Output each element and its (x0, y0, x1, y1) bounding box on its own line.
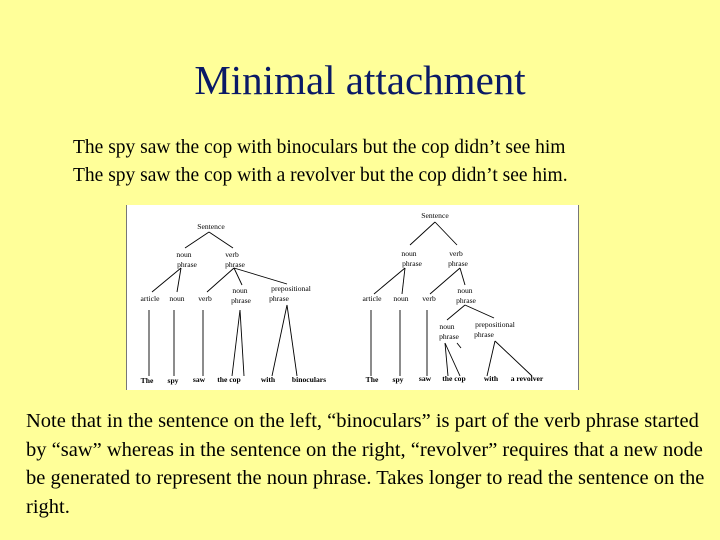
right-node-noun: noun (393, 294, 409, 303)
left-node-object-noun: noun (232, 286, 248, 295)
left-word-the-cop: the cop (217, 375, 241, 384)
left-word-saw: saw (192, 375, 206, 384)
left-node-prepositional: prepositional (271, 284, 311, 293)
left-node-verb-phrase-verb: verb (225, 250, 239, 259)
right-node-sentence: Sentence (421, 211, 449, 220)
right-node-noun-phrase-noun: noun (401, 249, 417, 258)
right-node-verb-phrase-verb: verb (449, 249, 463, 258)
example-sentence-2: The spy saw the cop with a revolver but the cop didn’t see him. (73, 165, 568, 186)
right-word-the: The (365, 375, 379, 384)
left-node-object-phrase: phrase (231, 296, 251, 305)
explanation-note: Note that in the sentence on the left, “binoculars” is part of the verb phrase started by “saw” whereas in the sentence on the right, “revolver” requires that a new node be generated to represent the noun phrase. Takes longer to read the sentence on the right. (26, 410, 705, 518)
left-word-the: The (140, 376, 154, 385)
left-node-sentence: Sentence (197, 222, 225, 231)
right-node-prepositional: prepositional (475, 320, 515, 329)
left-node-verb: verb (198, 294, 212, 303)
right-node-object-noun: noun (457, 286, 473, 295)
right-node-object-phrase: phrase (456, 296, 476, 305)
left-node-verb-phrase-phrase: phrase (225, 260, 245, 269)
right-word-the-cop: the cop (442, 374, 466, 383)
right-node-inner-noun: noun (439, 322, 455, 331)
right-word-a-revolver: a revolver (510, 374, 544, 383)
example-sentence-1: The spy saw the cop with binoculars but the cop didn’t see him (73, 137, 566, 158)
left-word-spy: spy (167, 376, 179, 385)
right-node-verb-phrase-phrase: phrase (448, 259, 468, 268)
left-node-noun-phrase-phrase: phrase (177, 260, 197, 269)
right-node-article: article (362, 294, 382, 303)
left-word-with: with (260, 375, 276, 384)
left-node-article: article (140, 294, 160, 303)
slide-title: Minimal attachment (194, 57, 526, 103)
right-node-inner-phrase: phrase (439, 332, 459, 341)
left-word-binoculars: binoculars (291, 375, 327, 384)
right-node-noun-phrase-phrase: phrase (402, 259, 422, 268)
right-word-with: with (483, 374, 499, 383)
parse-tree-diagram (127, 205, 578, 390)
right-word-spy: spy (392, 375, 404, 384)
right-node-verb: verb (422, 294, 436, 303)
right-node-prepositional-phrase: phrase (474, 330, 494, 339)
right-word-saw: saw (418, 374, 432, 383)
left-node-noun: noun (169, 294, 185, 303)
left-node-noun-phrase-noun: noun (176, 250, 192, 259)
parse-tree-figure (126, 205, 579, 390)
left-node-prepositional-phrase: phrase (269, 294, 289, 303)
